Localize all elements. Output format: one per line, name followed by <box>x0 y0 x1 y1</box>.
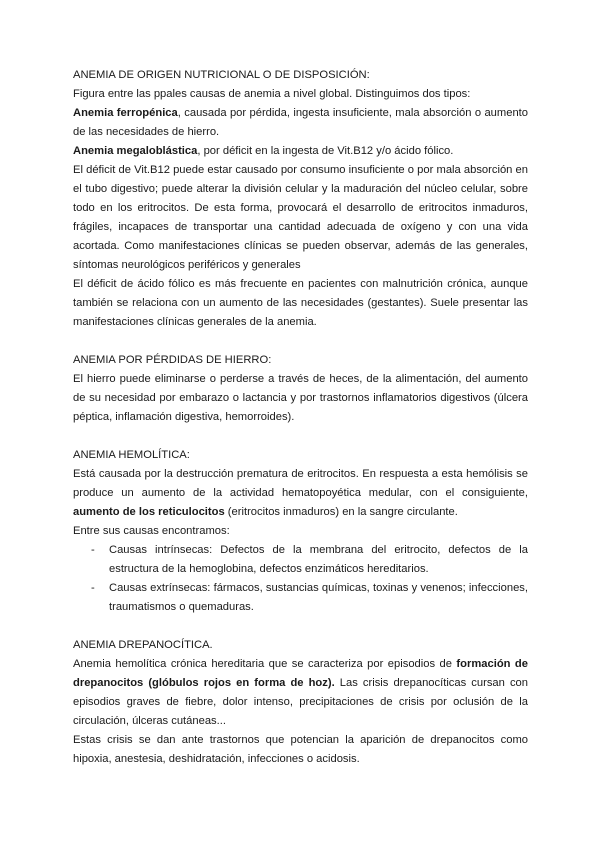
hemolitica-text-pre: Está causada por la destrucción prematura de eritrocitos. En respuesta a esta hemólisis se produce un aumento de la actividad hematopoyética medular, con el consiguiente, <box>73 468 528 499</box>
section-heading-perdidas: ANEMIA POR PÉRDIDAS DE HIERRO: <box>73 354 272 366</box>
drepanocitica-text-pre: Anemia hemolítica crónica hereditaria que se caracteriza por episodios de <box>73 658 457 670</box>
paragraph-intro: Figura entre las ppales causas de anemia a nivel global. Distinguimos dos tipos: <box>73 88 471 100</box>
paragraph-megaloblastica <box>73 142 528 161</box>
bullet-dash: - <box>91 544 95 556</box>
causes-list <box>73 541 528 617</box>
list-item <box>73 579 528 617</box>
section-heading-hemolitica: ANEMIA HEMOLÍTICA: <box>73 449 190 461</box>
drepanocitica-text-post: Las crisis drepanocíticas cursan con episodios graves de fiebre, dolor intenso, precipitaciones de crisis por oclusión de la circulación, úlceras cutáneas... <box>73 677 528 727</box>
megaloblastica-text: , por déficit en la ingesta de Vit.B12 y/o ácido fólico. <box>197 145 454 157</box>
spacer <box>73 332 528 351</box>
spacer <box>73 617 528 636</box>
section-heading-drepanocitica: ANEMIA DREPANOCÍTICA. <box>73 639 213 651</box>
list-item-text: Causas extrínsecas: fármacos, sustancias químicas, toxinas y venenos; infecciones, traumatismos o quemaduras. <box>109 582 528 613</box>
paragraph-b12: El déficit de Vit.B12 puede estar causado por consumo insuficiente o por mala absorción en el tubo digestivo; puede alterar la división celular y la maduración del núcleo celular, sobre todo en los eritrocitos. De esta forma, provocará el desarrollo de eritrocitos inmaduros, frágiles, incapaces de transportar una cantidad adecuada de oxígeno y con una vida acortada. Como manifestaciones clínicas se pueden observar, además de las generales, síntomas neurológicos periféricos y generales <box>73 164 528 271</box>
paragraph-ferropenica <box>73 104 528 142</box>
term-ferropenica: Anemia ferropénica <box>73 107 178 119</box>
term-drepanocitos: formación de drepanocitos (glóbulos rojos en forma de hoz). <box>73 658 528 689</box>
paragraph-hemolitica <box>73 465 528 522</box>
paragraph-drepanocitica <box>73 655 528 731</box>
spacer <box>73 427 528 446</box>
list-item <box>73 541 528 579</box>
document-page <box>73 66 528 769</box>
paragraph-crisis: Estas crisis se dan ante trastornos que potencian la aparición de drepanocitos como hipoxia, anestesia, deshidratación, infecciones o acidosis. <box>73 734 528 765</box>
term-megaloblastica: Anemia megaloblástica <box>73 145 198 157</box>
paragraph-perdidas: El hierro puede eliminarse o perderse a través de heces, de la alimentación, del aumento de su necesidad por embarazo o lactancia y por trastornos inflamatorios digestivos (úlcera péptica, inflamación digestiva, hemorroides). <box>73 373 528 423</box>
list-item-text: Causas intrínsecas: Defectos de la membrana del eritrocito, defectos de la estructura de la hemoglobina, defectos enzimáticos hereditarios. <box>109 544 528 575</box>
ferropenica-text: , causada por pérdida, ingesta insuficiente, mala absorción o aumento de las necesidades de hierro. <box>73 107 528 138</box>
hemolitica-text-post: (eritrocitos inmaduros) en la sangre circulante. <box>224 506 458 518</box>
paragraph-folico: El déficit de ácido fólico es más frecuente en pacientes con malnutrición crónica, aunque también se relaciona con un aumento de las necesidades (gestantes). Suele presentar las manifestaciones clínicas generales de la anemia. <box>73 278 528 328</box>
bullet-dash: - <box>91 582 95 594</box>
section-heading-nutricional: ANEMIA DE ORIGEN NUTRICIONAL O DE DISPOSICIÓN: <box>73 69 370 81</box>
paragraph-causas-intro: Entre sus causas encontramos: <box>73 525 230 537</box>
term-reticulocitos: aumento de los reticulocitos <box>73 506 225 518</box>
